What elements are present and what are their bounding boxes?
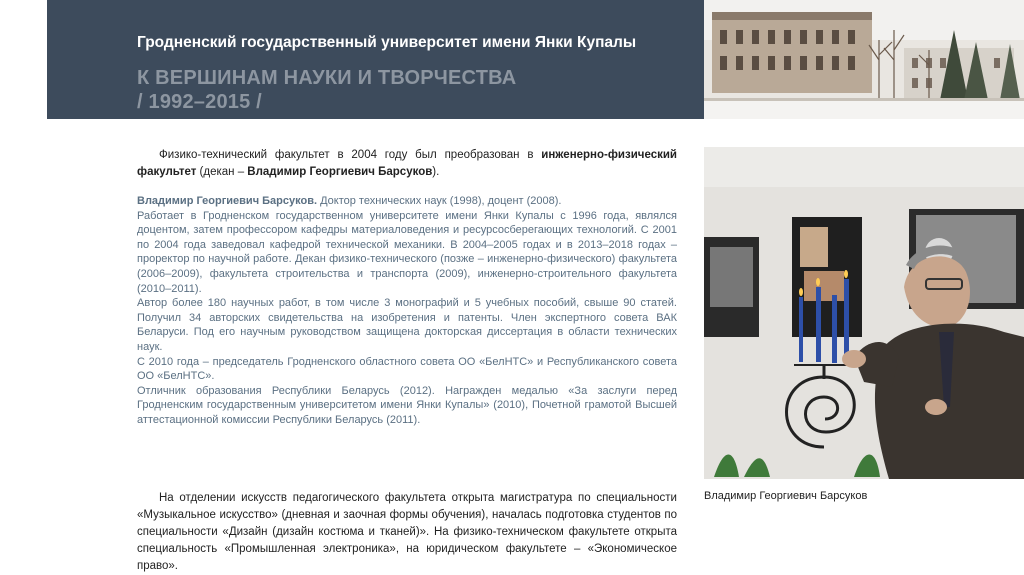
bio-paragraph-1: [137, 194, 677, 209]
book-title-line1: К ВЕРШИНАМ НАУКИ И ТВОРЧЕСТВА: [137, 67, 517, 89]
university-title: Гродненский государственный университет имени Янки Купалы: [137, 34, 637, 51]
intro-text-3: ).: [432, 166, 440, 178]
intro-text-1: Физико-технический факультет в 2004 году был преобразован в: [159, 149, 542, 161]
book-title: [137, 66, 516, 114]
intro-text-2: (декан –: [196, 166, 248, 178]
bio-degree: Доктор технических наук (1998), доцент (2008).: [317, 195, 562, 207]
biography-block: [137, 194, 677, 428]
intro-bold-dean: Владимир Георгиевич Барсуков: [247, 166, 433, 178]
arts-paragraph: [137, 490, 677, 575]
bio-paragraph-3: Автор более 180 научных работ, в том числе 3 монографий и 5 учебных пособий, свыше 90 статей. Получил 34 авторских свидетельства на изобретения и патенты. Член экспертного совета ВАК Беларуси. Под его научным руководством защищена докторская диссертация в области технических наук.: [137, 297, 677, 353]
bio-paragraph-2: Работает в Гродненском государственном университете имени Янки Купалы с 1996 года, являлся доцентом, затем профессором кафедры материаловедения и ресурсосберегающих технологий. С 2001 по 2004 года заведовал кафедрой технической механики. В 2004–2005 годах и в 2013–2018 годах – проректор по научной работе. Декан физико-технического (позже – инженерно-физического) факультета (2006–2009), факультета строительства и транспорта (2009), инженерно-строительного факультета (2010–2011).: [137, 209, 677, 295]
intro-paragraph: [137, 147, 677, 181]
university-building-photo: [704, 0, 1024, 119]
book-title-line2: / 1992–2015 /: [137, 91, 262, 113]
portrait-photo: [704, 147, 1024, 479]
bio-paragraph-5: Отличник образования Республики Беларусь (2012). Награжден медалью «За заслуги перед Гродненским государственным университетом имени Янки Купалы» (2010), Почетной грамотой Высшей аттестационной комиссии Республики Беларусь (2011).: [137, 384, 677, 426]
bio-paragraph-4: С 2010 года – председатель Гродненского областного совета ОО «БелНТС» и Республиканского совета ОО «БелНТС».: [137, 355, 677, 383]
arts-text: На отделении искусств педагогического факультета открыта магистратура по специальности «Музыкальное искусство» (дневная и заочная формы обучения), началась подготовка студентов по специальности «Дизайн (дизайн костюма и тканей)». На физико-техническом факультете открыта специальность «Промышленная электроника», на юридическом факультете – «Экономическое право».: [137, 492, 677, 572]
photo-caption: Владимир Георгиевич Барсуков: [704, 490, 868, 502]
bio-name: Владимир Георгиевич Барсуков.: [137, 195, 318, 207]
intro-bold-faculty: инженерно-физический факультет: [137, 149, 677, 178]
